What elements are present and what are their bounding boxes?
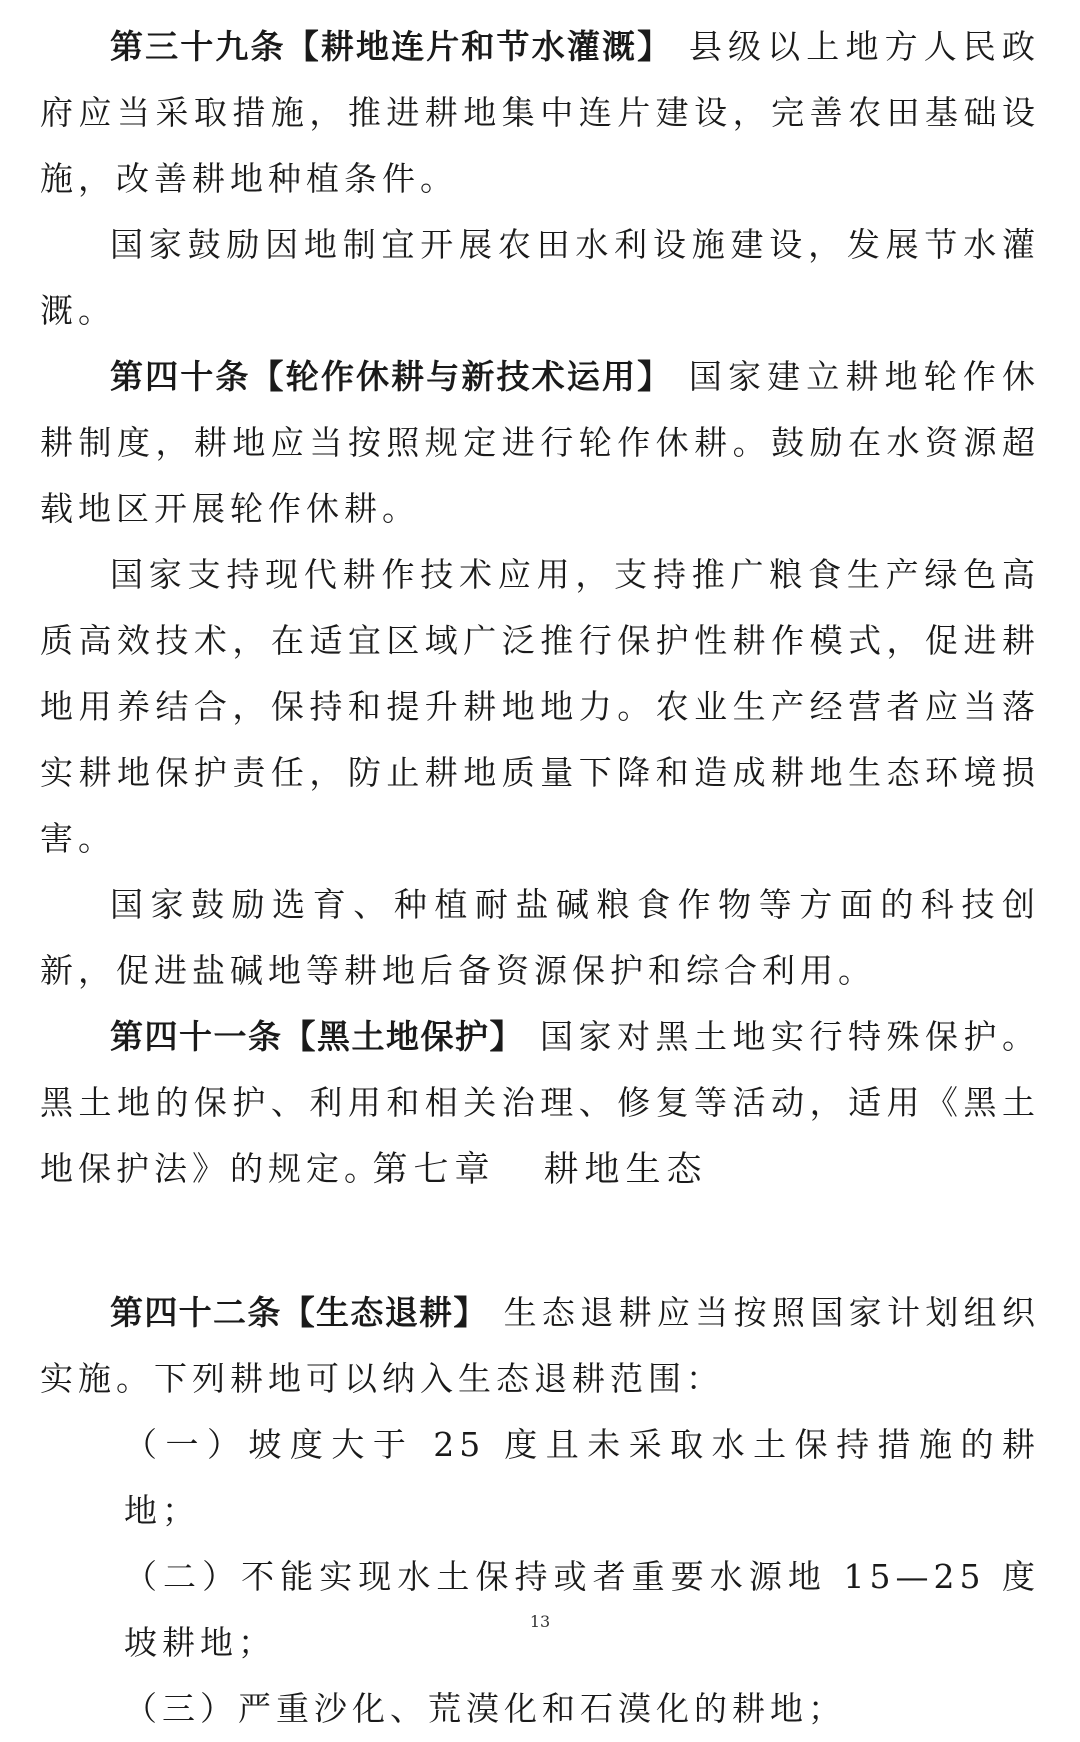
chapter-heading	[0, 1142, 1080, 1192]
article-41-heading: 第四十一条【黑土地保护】	[110, 1017, 524, 1056]
article-42-body: 生态退耕应当按照国家计划组织实施。下列耕地可以纳入生态退耕范围：	[40, 1293, 1041, 1398]
article-39-heading: 第三十九条【耕地连片和节水灌溉】	[110, 27, 673, 66]
document-page-bottom	[40, 1280, 1040, 1742]
chapter-title: 耕地生态	[543, 1150, 708, 1190]
page-number: 13	[529, 1612, 551, 1631]
document-page-top	[40, 14, 1040, 1202]
article-39-body: 县级以上地方人民政府应当采取措施，推进耕地集中连片建设，完善农田基础设施，改善耕地种植条件。	[40, 27, 1041, 198]
chapter-number: 第七章	[372, 1150, 496, 1190]
article-42-item-2: （二）不能实现水土保持或者重要水源地 15—25 度坡耕地；	[124, 1557, 1040, 1662]
article-40-paragraph-2: 国家鼓励选育、种植耐盐碱粮食作物等方面的科技创新，促进盐碱地等耕地后备资源保护和综合利用。	[40, 885, 1040, 990]
article-42-item-3: （三）严重沙化、荒漠化和石漠化的耕地；	[124, 1689, 846, 1728]
article-42	[40, 1280, 1040, 1412]
article-41-body: 国家对黑土地实行特殊保护。黑土地的保护、利用和相关治理、修复等活动，适用《黑土地保护法》的规定。	[40, 1017, 1040, 1188]
article-40	[40, 344, 1040, 542]
article-42-item-1: （一）坡度大于 25 度且未采取水土保持措施的耕地；	[124, 1425, 1040, 1530]
article-40-heading: 第四十条【轮作休耕与新技术运用】	[110, 357, 673, 396]
article-39-paragraph: 国家鼓励因地制宜开展农田水利设施建设，发展节水灌溉。	[40, 225, 1040, 330]
article-40-body: 国家建立耕地轮作休耕制度，耕地应当按照规定进行轮作休耕。鼓励在水资源超载地区开展轮作休耕。	[40, 357, 1041, 528]
article-39	[40, 14, 1040, 212]
article-40-paragraph-1: 国家支持现代耕作技术应用，支持推广粮食生产绿色高质高效技术，在适宜区域广泛推行保护性耕作模式，促进耕地用养结合，保持和提升耕地地力。农业生产经营者应当落实耕地保护责任，防止耕地质量下降和造成耕地生态环境损害。	[40, 555, 1040, 858]
article-42-heading: 第四十二条【生态退耕】	[110, 1293, 488, 1332]
